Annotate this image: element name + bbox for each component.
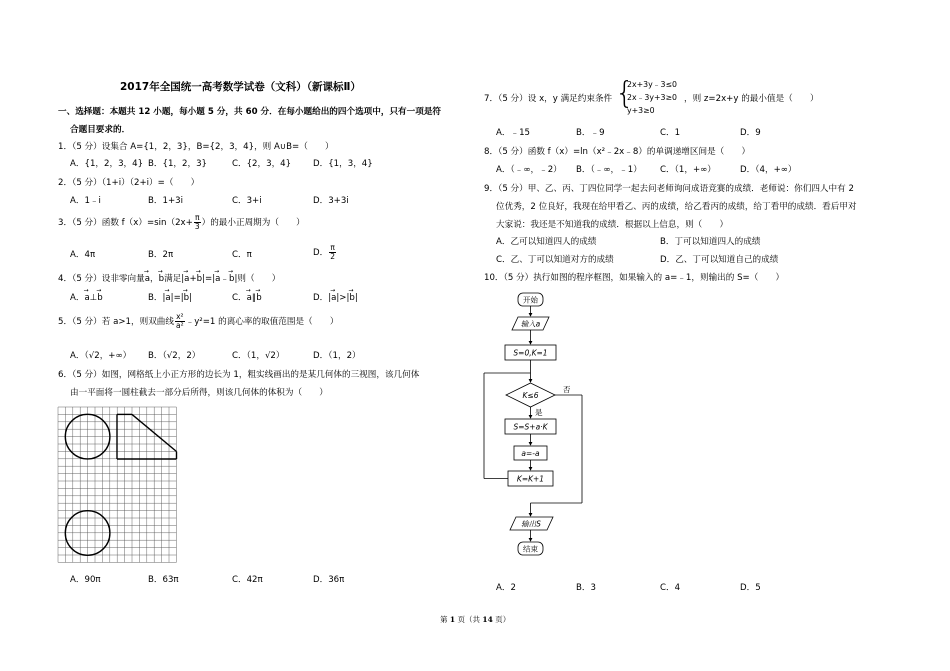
q6-stem-line2: 由一平面将一圆柱截去一部分后所得，则该几何体的体积为（ ） (70, 388, 328, 398)
q4-c-label: C． (232, 293, 247, 303)
flow-step-negate-label: a=-a (521, 449, 540, 458)
q4-stem-post: |则（ ） (234, 274, 281, 284)
q4-plus: + (189, 274, 197, 284)
q3-frac-den: 3 (194, 222, 200, 231)
q5-frac-num: x² (176, 312, 184, 322)
q4-c-op: ∥ (251, 293, 257, 303)
q4-vec-b3: → b (229, 275, 234, 284)
flow-init-label: S=0,K=1 (513, 348, 548, 358)
section-heading-line2: 合题目要求的． (70, 125, 131, 135)
q7-option-c: C．1 (660, 128, 681, 138)
q3-option-d (313, 244, 337, 262)
q4-d-op: |>| (336, 293, 350, 303)
q7-stem-post: ，则 z=2x+y 的最小值是（ ） (684, 94, 819, 104)
q5-option-b: B．（√2，2） (148, 351, 201, 361)
q3-stem (58, 214, 305, 232)
q7-option-a: A．﹣15 (496, 128, 531, 138)
q10-option-d: D．5 (740, 583, 761, 593)
q6-option-d: D．36π (313, 575, 345, 585)
q2-stem: 2．（5 分）（1+i）（2+i）=（ ） (58, 178, 200, 188)
footer-total-pages: 14 (482, 615, 493, 624)
q2-option-a: A．1﹣i (70, 196, 101, 206)
q4-stem-pre: 4．（5 分）设非零向量 (58, 274, 145, 284)
q2-option-d: D．3+3i (313, 196, 349, 206)
q4-option-d (313, 294, 358, 303)
q4-comma: ， (150, 274, 159, 284)
q2-option-b: B．1+3i (148, 196, 184, 206)
q4-a-label: A． (70, 293, 85, 303)
q9-stem-line2: 位优秀，2 位良好，我现在给甲看乙、丙的成绩，给乙看丙的成绩，给丁看甲的成绩．看后甲对 (496, 202, 857, 212)
q4-d-end: | (354, 293, 358, 303)
footer-mid: 页（共 (457, 615, 480, 624)
flow-condition-label: K≤6 (522, 391, 539, 400)
page-title: 2017年全国统一高考数学试卷（文科）（新课标Ⅱ） (120, 81, 361, 93)
q4-d-label: D．| (313, 293, 332, 303)
q9-option-c: C．乙、丁可以知道对方的成绩 (496, 255, 614, 265)
flow-start-label: 开始 (523, 295, 538, 305)
flow-step-increment-label: K=K+1 (516, 474, 545, 484)
q4-b-label: B．| (148, 293, 166, 303)
q1-stem: 1．（5 分）设集合 A={1，2，3}，B={2，3，4}，则 A∪B=（ ） (58, 142, 334, 152)
flow-input-label: 输入a (520, 319, 541, 329)
q3-d-label: D． (313, 248, 329, 258)
q4-minus: ﹣ (220, 274, 230, 284)
q3-option-b: B．2π (148, 250, 174, 260)
q9-option-b: B．丁可以知道四人的成绩 (660, 237, 761, 247)
q4-a-vec-a: → a (84, 294, 89, 303)
q1-option-b: B．{1，2，3} (148, 159, 208, 169)
q8-option-b: B．（﹣∞，﹣1） (576, 165, 642, 175)
footer-post: 页） (495, 615, 511, 624)
q3-stem-pre: 3．（5 分）函数 f（x）=sin（2x+ (58, 218, 193, 228)
q3-stem-post: ）的最小正周期为（ ） (201, 218, 305, 228)
flow-output-label: 输出S (521, 519, 541, 529)
q2-option-c: C．3+i (232, 196, 262, 206)
q7-stem-pre: 7．（5 分）设 x，y 满足约束条件 (484, 94, 613, 104)
q3-option-a: A．4π (70, 250, 96, 260)
q8-option-d: D．（4，+∞） (740, 165, 797, 175)
q9-stem-line3: 大家说：我还是不知道我的成绩．根据以上信息，则（ ） (496, 220, 729, 230)
three-view-figure (58, 407, 180, 567)
q4-stem-mid: 满足| (164, 274, 185, 284)
q7-option-d: D．9 (740, 128, 761, 138)
q4-eq: |=| (202, 274, 216, 284)
q4-d-vec-a: → a (331, 294, 336, 303)
q4-stem (58, 275, 280, 284)
q3-frac-num: π (194, 213, 200, 223)
q5-fraction (175, 313, 185, 330)
flow-no-label: 否 (563, 385, 571, 394)
q10-option-a: A．2 (496, 583, 516, 593)
q4-c-vec-a: → a (247, 294, 252, 303)
q4-b-vec-b: → b (184, 294, 189, 303)
q7-constraint-3: y+3≥0 (627, 106, 655, 115)
program-flowchart (478, 288, 598, 568)
q5-stem-pre: 5．（5 分）若 a>1，则双曲线 (58, 317, 174, 327)
q1-option-a: A．{1，2，3，4} (70, 159, 144, 169)
q4-a-op: ⊥ (89, 293, 98, 303)
flow-yes-label: 是 (535, 408, 543, 417)
q5-stem (58, 313, 338, 331)
q1-option-d: D．{1，3，4} (313, 159, 373, 169)
q8-stem: 8．（5 分）函数 f（x）=ln（x²﹣2x﹣8）的单调递增区间是（ ） (484, 147, 751, 157)
footer-pre: 第 (440, 615, 448, 624)
q7-option-b: B．﹣9 (576, 128, 605, 138)
q4-a-vec-b: → b (97, 294, 102, 303)
q6-stem-line1: 6．（5 分）如图，网格纸上小正方形的边长为 1，粗实线画出的是某几何体的三视图，该几何体 (58, 370, 420, 380)
q10-option-c: C．4 (660, 583, 681, 593)
q4-vec-b2: → b (197, 275, 202, 284)
q4-b-end: | (189, 293, 193, 303)
q7-brace: { (615, 76, 635, 111)
q4-d-vec-b: → b (349, 294, 354, 303)
footer-page-number: 1 (449, 615, 456, 624)
q9-stem-line1: 9．（5 分）甲、乙、丙、丁四位同学一起去问老师询问成语竞赛的成绩．老师说：你们四人中有 2 (484, 184, 854, 194)
q5-option-d: D．（1，2） (313, 351, 361, 361)
q4-vec-a3: → a (215, 275, 220, 284)
section-heading-line1: 一、选择题：本题共 12 小题，每小题 5 分，共 60 分．在每小题给出的四个选项中，只有一项是符 (58, 107, 442, 117)
flow-end-label: 结束 (523, 544, 538, 554)
q4-c-vec-b: → b (256, 294, 261, 303)
q3-d-num: π (330, 243, 335, 253)
q3-option-c: C．π (232, 250, 252, 260)
q10-option-b: B．3 (576, 583, 596, 593)
flow-step-sum-label: S=S+a·K (513, 422, 548, 432)
q5-option-a: A．（√2，+∞） (70, 351, 132, 361)
q8-option-a: A．（﹣∞，﹣2） (496, 165, 562, 175)
q4-option-a (70, 294, 103, 303)
q6-option-a: A．90π (70, 575, 101, 585)
page-footer (440, 616, 510, 624)
q8-option-c: C．（1，+∞） (660, 165, 716, 175)
q4-b-op: |=| (170, 293, 184, 303)
q5-stem-post: ﹣y²=1 的离心率的取值范围是（ ） (185, 317, 339, 327)
q4-vec-b: → b (159, 275, 164, 284)
q4-vec-a: → a (145, 275, 150, 284)
q4-b-vec-a: → a (165, 294, 170, 303)
q4-option-b (148, 294, 192, 303)
q5-option-c: C．（1，√2） (232, 351, 285, 361)
q6-option-c: C．42π (232, 575, 263, 585)
q10-stem: 10．（5 分）执行如图的程序框图，如果输入的 a=﹣1，则输出的 S=（ ） (484, 273, 785, 283)
q3-d-den: 2 (330, 252, 335, 261)
q4-vec-a2: → a (184, 275, 189, 284)
q7-constraint-2: 2x﹣3y+3≥0 (627, 93, 677, 102)
q9-option-a: A．乙可以知道四人的成绩 (496, 237, 597, 247)
q3-d-fraction (329, 244, 336, 261)
q4-option-c (232, 294, 262, 303)
q6-option-b: B．63π (148, 575, 179, 585)
q3-fraction (194, 214, 201, 231)
q9-option-d: D．乙、丁可以知道自己的成绩 (660, 255, 779, 265)
q7-constraint-1: 2x+3y﹣3≤0 (627, 80, 677, 89)
q5-frac-den: a² (175, 321, 184, 330)
q1-option-c: C．{2，3，4} (232, 159, 292, 169)
